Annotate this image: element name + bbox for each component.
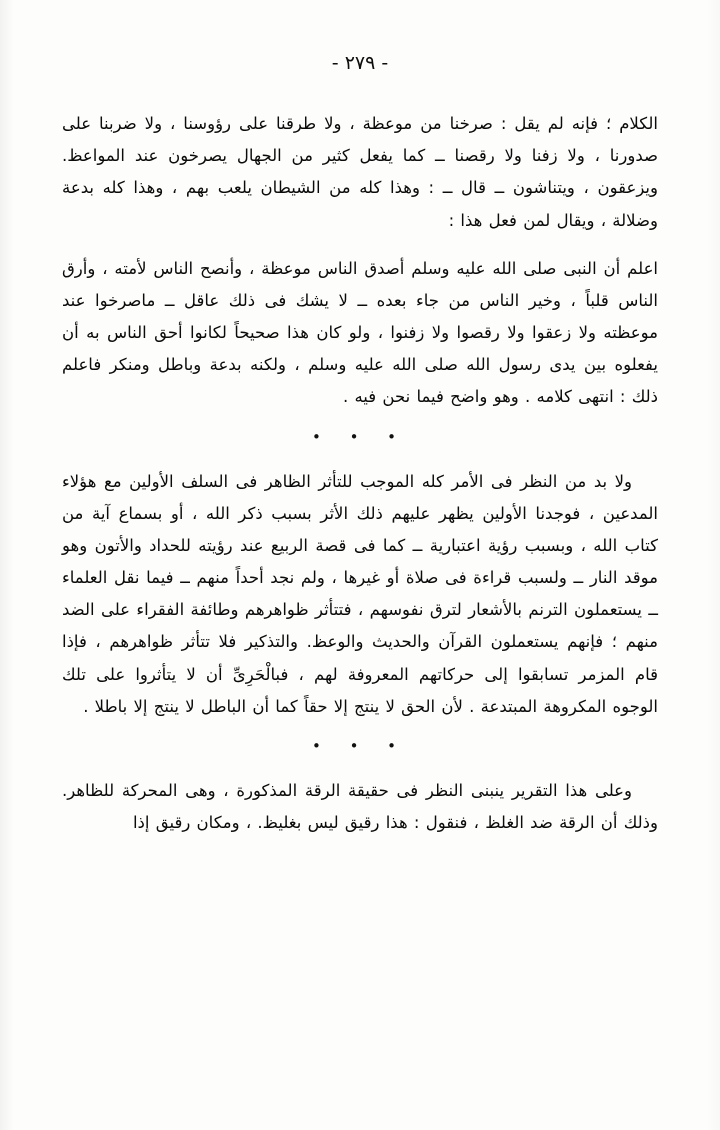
- text-block-3: [62, 466, 658, 723]
- page-edge-shadow-left: [0, 0, 14, 1130]
- section-divider-2: • • •: [311, 736, 409, 755]
- section-divider-1: • • •: [311, 427, 409, 446]
- page-edge-shadow-right: [706, 0, 720, 1130]
- text-block-4: [62, 775, 658, 839]
- page-number: ‏- ٢٧٩ -: [331, 52, 389, 74]
- paragraph-2: اعلم أن النبى صلى الله عليه وسلم أصدق الناس موعظة ، وأنصح الناس لأمته ، وأرق الناس قلباً ، وخير الناس من جاء بعده ــ لا يشك فى ذلك عاقل ــ ماصرخوا عند موعظته ولا زعقوا ولا رقصوا ولا زفنوا ، ولو كان هذا صحيحاً لكانوا أحق الناس به أن يفعلوه بين يدى رسول الله صلى الله عليه وسلم ، ولكنه بدعة وباطل ومنكر فاعلم ذلك : انتهى كلامه . وهو واضح فيما نحن فيه .: [62, 258, 658, 407]
- text-block-1: [62, 108, 658, 237]
- paragraph-3: ولا بد من النظر فى الأمر كله الموجب للتأثر الظاهر فى السلف الأولين مع هؤلاء المدعين ، فوجدنا الأولين يظهر عليهم ذلك الأثر بسبب ذكر الله ، أو بسماع آية من كتاب الله ، وبسبب رؤية اعتبارية ــ كما فى قصة الربيع عند رؤيته للحداد والأتون وهو موقد النار ــ ولسبب قراءة فى صلاة أو غيرها ، ولم نجد أحداً منهم ــ فيما نقل العلماء ــ يستعملون الترنم بالأشعار لترق نفوسهم ، فتتأثر ظواهرهم وطائفة الفقراء على الضد منهم ؛ فإنهم يستعملون القرآن والحديث والوعظ. والتذكير فلا تتأثر ظواهرهم ، فإذا قام المزمر تسابقوا إلى حركاتهم المعروفة لهم ، فبالْحَرِىِّ أن لا يتأثروا على تلك الوجوه المكروهة المبتدعة . لأن الحق لا ينتج إلا حقاً كما أن الباطل لا ينتج إلا باطلا .: [62, 471, 658, 716]
- paragraph-1: الكلام ؛ فإنه لم يقل : صرخنا من موعظة ، ولا طرقنا على رؤوسنا ، ولا ضربنا على صدورنا ، ولا زفنا ولا رقصنا ــ كما يفعل كثير من الجهال يصرخون عند المواعظ. ويزعقون ، ويتناشون ــ قال ــ : وهذا كله من الشيطان يلعب بهم ، وهذا كله بدعة وضلالة ، ويقال لمن فعل هذا :: [62, 114, 658, 230]
- paragraph-4: وعلى هذا التقرير ينبنى النظر فى حقيقة الرقة المذكورة ، وهى المحركة للظاهر. وذلك أن الرقة ضد الغلظ ، فنقول : هذا رقيق ليس بغليظ. ، ومكان رقيق إذا: [62, 780, 658, 833]
- text-block-2: [62, 253, 658, 414]
